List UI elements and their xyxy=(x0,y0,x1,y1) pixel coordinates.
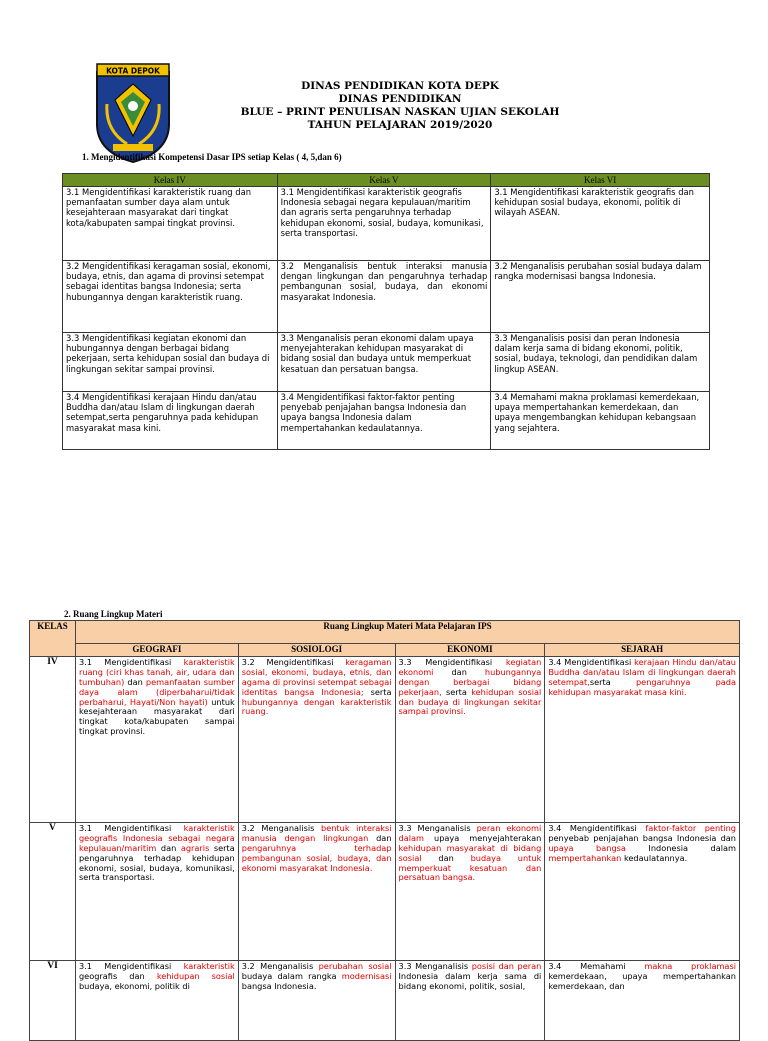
cell-text: 3.2 Menganalisis xyxy=(241,960,319,971)
kelas-cell: IV xyxy=(30,656,76,822)
ruang-lingkup-body xyxy=(30,656,740,1040)
header-sosiologi: SOSIOLOGI xyxy=(238,644,395,657)
cell-text: 3.4 Mengidentifikasi xyxy=(548,822,646,833)
cell-text: kemerdekaan, upaya mempertahankan kemerdekaan, dan xyxy=(548,970,736,991)
table-cell xyxy=(395,960,545,1040)
kelas-cell: VI xyxy=(30,960,76,1040)
highlighted-text: posisi dan peran xyxy=(471,960,542,971)
cell-text: 3.4 Memahami xyxy=(548,960,645,971)
table-cell: 3.1 Mengidentifikasi karakteristik ruang dan pemanfaatan sumber daya alam untuk kesejahteraan masyarakat dari tingkat kota/kabupaten sampai tingkat provinsi. xyxy=(63,187,278,261)
highlighted-text: modernisasi xyxy=(341,970,392,981)
header-kelas-v: Kelas V xyxy=(277,174,491,187)
cell-text: bangsa Indonesia. xyxy=(241,980,317,991)
table-cell xyxy=(545,822,740,960)
table-cell xyxy=(238,656,395,822)
document-header xyxy=(180,80,620,132)
cell-text: serta xyxy=(441,686,472,697)
table-row xyxy=(30,822,740,960)
cell-text: 3.1 Mengidentifikasi xyxy=(78,960,184,971)
table-cell xyxy=(395,656,545,822)
highlighted-text: karakteristik ruang (ciri khas tanah, air, udara dan tumbuhan) xyxy=(78,656,235,687)
main-header: Ruang Lingkup Materi Mata Pelajaran IPS xyxy=(75,621,739,644)
cell-text: Indonesia dalam xyxy=(625,842,736,853)
table-cell: 3.3 Menganalisis posisi dan peran Indonesia dalam kerja sama di bidang ekonomi, politik, sosial, budaya, teknologi, dan pendidikan dalam lingkup ASEAN. xyxy=(491,333,710,392)
kota-depok-logo xyxy=(93,60,173,164)
table-cell xyxy=(238,822,395,960)
cell-text: serta xyxy=(589,676,636,687)
table-row xyxy=(30,656,740,822)
cell-text: serta xyxy=(363,686,392,697)
table-cell: 3.4 Mengidentifikasi faktor-faktor penting penyebab penjajahan bangsa Indonesia dan upaya bangsa Indonesia dalam mempertahankan kedaulatannya. xyxy=(277,392,491,450)
cell-text: budaya, ekonomi, politik di xyxy=(78,980,190,991)
table-cell xyxy=(545,960,740,1040)
cell-text: 3.4 Mengidentifikasi xyxy=(548,656,635,667)
table-cell: 3.1 Mengidentifikasi karakteristik geografis Indonesia sebagai negara kepulauan/maritim dan agraris serta pengaruhnya terhadap kehidupan ekonomi, sosial, budaya, komunikasi, serta transportasi. xyxy=(277,187,491,261)
cell-text: 3.1 Mengidentifikasi xyxy=(78,656,184,667)
kompetensi-dasar-table xyxy=(62,173,710,450)
header-line-2: DINAS PENDIDIKAN xyxy=(338,93,462,105)
cell-text: penyebab penjajahan bangsa Indonesia dan xyxy=(548,832,736,843)
table-cell: 3.1 Mengidentifikasi karakteristik geografis dan kehidupan sosial budaya, ekonomi, politik di wilayah ASEAN. xyxy=(491,187,710,261)
highlighted-text: kehidupan masyarakat di bidang sosial xyxy=(398,842,542,863)
section-2-title: 2. Ruang Lingkup Materi xyxy=(64,609,163,619)
table-cell: 3.4 Mengidentifikasi kerajaan Hindu dan/atau Buddha dan/atau Islam di lingkungan daerah setempat,serta pengaruhnya pada kehidupan masyarakat masa kini. xyxy=(63,392,278,450)
cell-text: 3.3 Menganalisis xyxy=(398,822,477,833)
highlighted-text: kegiatan ekonomi xyxy=(398,656,542,677)
header-kelas-vi: Kelas VI xyxy=(491,174,710,187)
cell-text: dan xyxy=(368,832,392,843)
highlighted-text: budaya untuk memperkuat kesatuan dan persatuan bangsa. xyxy=(398,852,542,883)
cell-text: dan xyxy=(433,666,485,677)
table-cell xyxy=(75,960,238,1040)
header-line-1: DINAS PENDIDIKAN KOTA DEPK xyxy=(301,80,499,92)
cell-text: untuk kesejahteraan masyarakat dari tingkat kota/kabupaten sampai tingkat provinsi. xyxy=(78,696,235,737)
table-cell xyxy=(75,656,238,822)
highlighted-text: faktor-faktor penting xyxy=(645,822,737,833)
table-cell: 3.2 Menganalisis perubahan sosial budaya dalam rangka modernisasi bangsa Indonesia. xyxy=(491,261,710,333)
table-row xyxy=(63,261,710,333)
highlighted-text: karakteristik xyxy=(183,960,235,971)
highlighted-text: hubungannya dengan karakteristik ruang. xyxy=(241,696,392,717)
table-cell xyxy=(75,822,238,960)
cell-text: dan xyxy=(124,676,146,687)
header-kelas-iv: Kelas IV xyxy=(63,174,278,187)
highlighted-text: pengaruhnya terhadap pembangunan sosial, budaya, dan ekonomi masyarakat Indonesia. xyxy=(241,842,392,873)
highlighted-text: pemanfaatan sumber daya alam (diperbaharui/tidak perbaharui, Hayati/Non hayati) xyxy=(78,676,235,707)
kelas-cell: V xyxy=(30,822,76,960)
cell-text: dan xyxy=(156,842,181,853)
table-cell: 3.4 Memahami makna proklamasi kemerdekaan, upaya mempertahankan kemerdekaan, dan upaya mengembangkan kehidupan kebangsaan yang sejahtera. xyxy=(491,392,710,450)
table-row xyxy=(30,960,740,1040)
header-ekonomi: EKONOMI xyxy=(395,644,545,657)
cell-text: serta pengaruhnya terhadap kehidupan ekonomi, sosial, budaya, komunikasi, serta transportasi. xyxy=(78,842,235,883)
highlighted-text: upaya bangsa xyxy=(548,842,626,853)
header-line-3: BLUE – PRINT PENULISAN NASKAN UJIAN SEKOLAH xyxy=(240,106,560,118)
highlighted-text: kehidupan sosial dan budaya di lingkungan sekitar sampai provinsi. xyxy=(398,686,542,717)
cell-text: 3.1 Mengidentifikasi xyxy=(78,822,184,833)
highlighted-text: kerajaan Hindu dan/atau Buddha dan/atau Islam di lingkungan daerah setempat, xyxy=(548,656,736,687)
table-row xyxy=(63,333,710,392)
header-sejarah: SEJARAH xyxy=(545,644,740,657)
highlighted-text: agraris xyxy=(180,842,210,853)
table-cell xyxy=(395,822,545,960)
highlighted-text: makna proklamasi xyxy=(644,960,736,971)
table-row xyxy=(63,392,710,450)
table-cell: 3.2 Menganalisis bentuk interaksi manusia dengan lingkungan dan pengaruhnya terhadap pembangunan sosial, budaya, dan ekonomi masyarakat Indonesia. xyxy=(277,261,491,333)
section-1-title: 1. Mengidentifikasi Kompetensi Dasar IPS setiap Kelas ( 4, 5,dan 6) xyxy=(82,152,342,162)
header-line-4: TAHUN PELAJARAN 2019/2020 xyxy=(307,119,493,131)
cell-text: 3.3 Menganalisis xyxy=(398,960,472,971)
cell-text: 3.3 Mengidentifikasi xyxy=(398,656,506,667)
highlighted-text: peran ekonomi dalam xyxy=(398,822,542,843)
highlighted-text: bentuk interaksi manusia dengan lingkungan xyxy=(241,822,392,843)
cell-text: 3.2 Menganalisis xyxy=(241,822,321,833)
highlighted-text: hubungannya dengan berbagai bidang pekerjaan, xyxy=(398,666,542,697)
highlighted-text: pengaruhnya pada kehidupan masyarakat masa kini. xyxy=(548,676,736,697)
ruang-lingkup-table xyxy=(29,620,740,1041)
cell-text: 3.2 Mengidentifikasi xyxy=(241,656,346,667)
highlighted-text: kehidupan sosial xyxy=(156,970,235,981)
table-cell: 3.2 Mengidentifikasi keragaman sosial, ekonomi, budaya, etnis, dan agama di provinsi setempat sebagai identitas bangsa Indonesia; serta hubungannya dengan karakteristik ruang. xyxy=(63,261,278,333)
highlighted-text: keragaman sosial, ekonomi, budaya, etnis, dan agama di provinsi setempat sebagai identitas bangsa Indonesia; xyxy=(241,656,392,697)
highlighted-text: mempertahankan xyxy=(548,852,622,863)
cell-text: dan xyxy=(421,852,471,863)
table-cell: 3.3 Mengidentifikasi kegiatan ekonomi dan hubungannya dengan berbagai bidang pekerjaan, serta kehidupan sosial dan budaya di lingkungan sekitar sampai provinsi. xyxy=(63,333,278,392)
cell-text: budaya dalam rangka xyxy=(241,970,342,981)
highlighted-text: perubahan sosial xyxy=(318,960,392,971)
table-row xyxy=(63,187,710,261)
kelas-header: KELAS xyxy=(30,621,76,657)
table-cell xyxy=(238,960,395,1040)
cell-text: kedaulatannya. xyxy=(621,852,688,863)
header-geografi: GEOGRAFI xyxy=(75,644,238,657)
cell-text: upaya menyejahterakan xyxy=(424,832,542,843)
table-cell: 3.3 Menganalisis peran ekonomi dalam upaya menyejahterakan kehidupan masyarakat di bidang sosial dan budaya untuk memperkuat kesatuan dan persatuan bangsa. xyxy=(277,333,491,392)
highlighted-text: karakteristik geografis Indonesia sebagai negara kepulauan/maritim xyxy=(78,822,235,853)
table-cell xyxy=(545,656,740,822)
cell-text: Indonesia dalam kerja sama di bidang ekonomi, politik, sosial, xyxy=(398,970,542,991)
cell-text: geografis dan xyxy=(78,970,157,981)
logo-text: KOTA DEPOK xyxy=(106,66,160,76)
